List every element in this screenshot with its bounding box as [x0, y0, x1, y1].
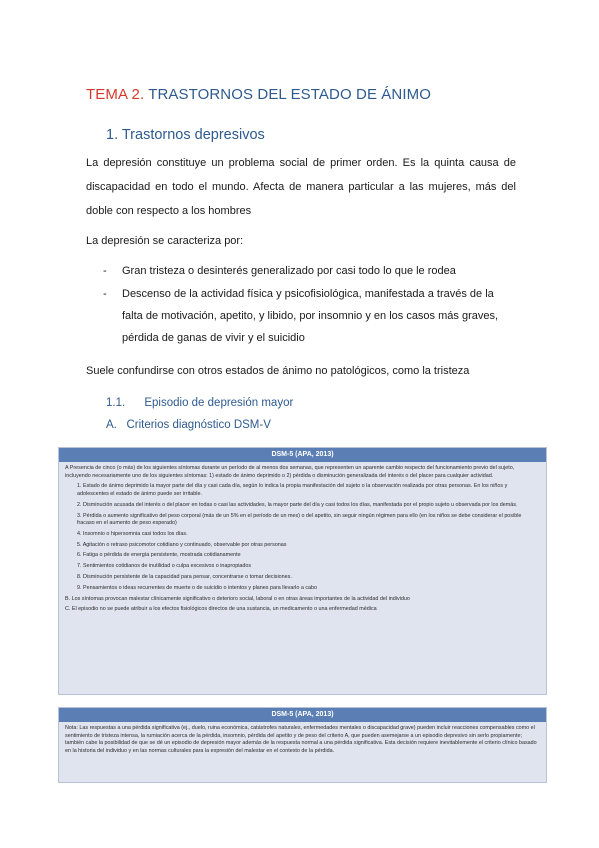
criterion-c: C. El episodio no se puede atribuir a los efectos fisiológicos directos de una sustancia, un medicamento o una enfermedad médica [65, 606, 377, 613]
table-body [59, 462, 546, 621]
note-body [59, 722, 546, 763]
criterion-item: 9. Pensamientos o ideas recurrentes de muerte o de suicidio o intentos y planes para llevarlo a cabo [77, 584, 318, 591]
subsubsection-heading-criterios: A. Criterios diagnóstico DSM-V [106, 419, 271, 431]
criterion-item: 5. Agitación o retraso psicomotor cotidiano y continuado, observable por otras personas [77, 541, 287, 548]
section-heading-trastornos-depresivos: 1. Trastornos depresivos [106, 127, 265, 143]
criterion-b: B. Los síntomas provocan malestar clínicamente significativo o deterioro social, laboral o en otras áreas importantes de la actividad del individuo [65, 595, 410, 602]
criterion-item: 7. Sentimientos cotidianos de inutilidad o culpa excesivos o inapropiados [77, 563, 252, 570]
paragraph-intro: La depresión constituye un problema social de primer orden. Es la quinta causa de discapacidad en todo el mundo. Afecta de manera particular a las mujeres, más del doble con respecto a los hombres [86, 157, 516, 217]
document-title [86, 86, 431, 103]
criterion-item: 8. Disminución persistente de la capacidad para pensar, concentrarse o tomar decisiones. [77, 574, 292, 581]
criterion-item: 6. Fatiga o pérdida de energía persistente, mostrada cotidianamente [77, 552, 241, 559]
bullet-item-descenso: Descenso de la actividad física y psicofisiológica, manifestada a través de la falta de motivación, apetito, y libido, por insomnio y en los casos más graves, pérdida de ganas de vivir y el suicidio [122, 288, 499, 344]
bullet-dash: - [103, 265, 107, 277]
table-header: DSM-5 (APA, 2013) [59, 448, 546, 462]
criterion-item: 3. Pérdida o aumento significativo del peso corporal (más de un 5% en el período de un mes) o del apetito, sin seguir ningún régimen para ello (en los niños se debe considerar el posible fracaso en el aumento de peso esperado) [77, 512, 522, 527]
criterion-a: A Presencia de cinco (o más) de los siguientes síntomas durante un período de al menos dos semanas, que representen un aparente cambio respecto del funcionamiento previo del sujeto, incluyendo necesariamente uno de los siguientes síntomas: 1) estado de ánimo deprimido o 2) pérdida o disminución generalizada del interés o del placer para cualquier actividad. [65, 465, 515, 479]
bullet-dash: - [103, 288, 107, 300]
bullet-item-tristeza: Gran tristeza o desinterés generalizado por casi todo lo que le rodea [122, 265, 456, 277]
subsection-heading-episodio: 1.1. Episodio de depresión mayor [106, 397, 294, 409]
title-prefix: TEMA 2. [86, 86, 145, 103]
table-header: DSM-5 (APA, 2013) [59, 708, 546, 722]
paragraph-caracteriza: La depresión se caracteriza por: [86, 235, 244, 247]
title-text: TRASTORNOS DEL ESTADO DE ÁNIMO [144, 86, 431, 103]
paragraph-confusion: Suele confundirse con otros estados de ánimo no patológicos, como la tristeza [86, 365, 470, 377]
criterion-item: 4. Insomnio o hipersomnia casi todos los días. [77, 530, 188, 537]
criterion-item: 1. Estado de ánimo deprimido la mayor parte del día y casi cada día, según lo indica la propia manifestación del sujeto o la observación realizada por otras personas. En los niños y adolescentes el estado de ánimo puede ser irritable. [77, 483, 508, 497]
dsm5-criteria-table [58, 447, 547, 695]
dsm5-note-table [58, 707, 547, 783]
note-text: Nota: Las respuestas a una pérdida significativa (ej., duelo, ruina económica, catástrofes naturales, enfermedades mentales o discapacidad grave) pueden incluir reacciones compensables como el sentimiento de tristeza intensa, la rumiación acerca de la pérdida, insomnio, pérdida del apetito y de peso del criterio A, que pueden asemejarse a un episodio depresivo sin serlo propiamente; también cabe la posibilidad de que se dé un episodio de depresión mayor además de la respuesta normal a una pérdida significativa. Esta decisión requiere inevitablemente el criterio clínico basado en la historia del individuo y en las normas culturales para la expresión del malestar en el contexto de la pérdida. [65, 725, 537, 754]
criterion-item: 2. Disminución acusada del interés o del placer en todas o casi las actividades, la mayor parte del día y casi todos los días, manifestada por el propio sujeto u observada por los demás. [77, 501, 518, 508]
